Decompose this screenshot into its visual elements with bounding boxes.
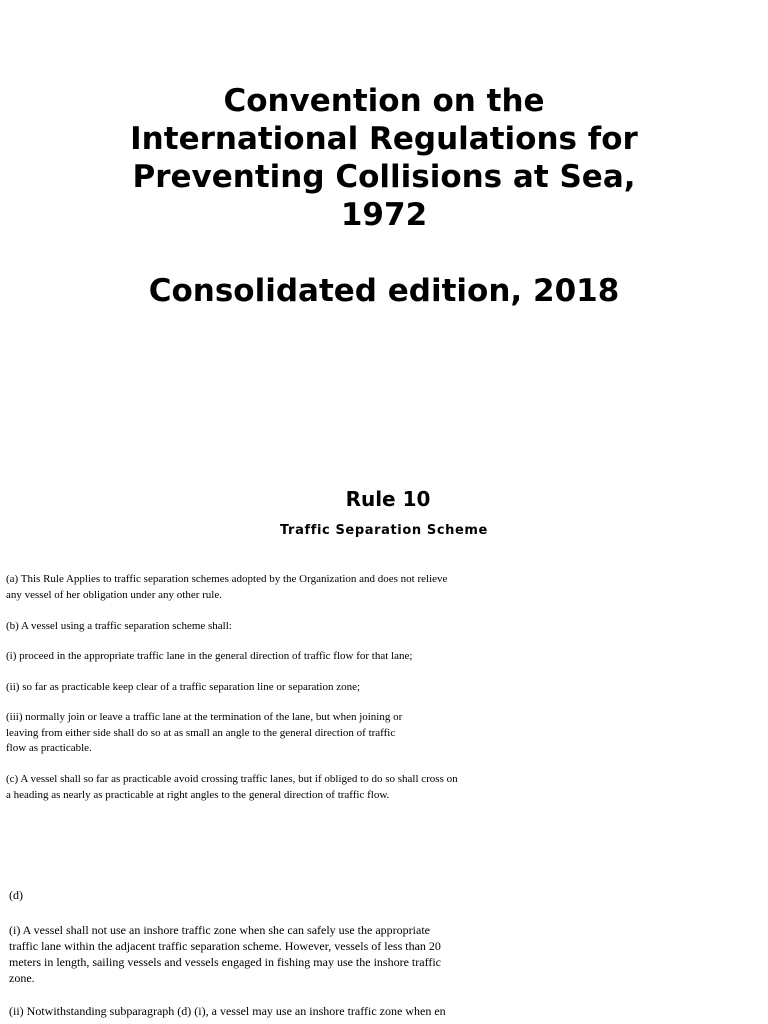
paragraph-b-i: (i) proceed in the appropriate traffic lane in the general direction of traffic flow for that lane; [6, 650, 413, 662]
document-title: Convention on the International Regulations for Preventing Collisions at Sea, 1972 [130, 83, 638, 233]
paragraph-c: (c) A vessel shall so far as practicable avoid crossing traffic lanes, but if obliged to do so shall cross on a heading as nearly as practicable at right angles to the general direction of traffic flow. [6, 773, 458, 801]
paragraph-b: (b) A vessel using a traffic separation scheme shall: [6, 620, 232, 632]
rule-heading: Rule 10 [345, 487, 431, 511]
paragraph-d-i: (i) A vessel shall not use an inshore traffic zone when she can safely use the appropriate traffic lane within the adjacent traffic separation scheme. However, vessels of less than 20 meters in length, sailing vessels and vessels engaged in fishing may use the inshore traffic zone. [9, 923, 442, 985]
paragraph-b-ii: (ii) so far as practicable keep clear of a traffic separation line or separation zone; [6, 681, 361, 693]
rule-subtitle: Traffic Separation Scheme [280, 523, 488, 538]
paragraph-b-iii: (iii) normally join or leave a traffic lane at the termination of the lane, but when joining or leaving from either side shall do so at as small an angle to the general direction of traffic flow as practicable. [6, 711, 403, 754]
paragraph-d: (d) [9, 888, 23, 902]
paragraph-a: (a) This Rule Applies to traffic separation schemes adopted by the Organization and does not relieve any vessel of her obligation under any other rule. [6, 573, 448, 601]
edition-title: Consolidated edition, 2018 [148, 273, 620, 309]
paragraph-d-ii: (ii) Notwithstanding subparagraph (d) (i), a vessel may use an inshore traffic zone when en [9, 1004, 446, 1018]
